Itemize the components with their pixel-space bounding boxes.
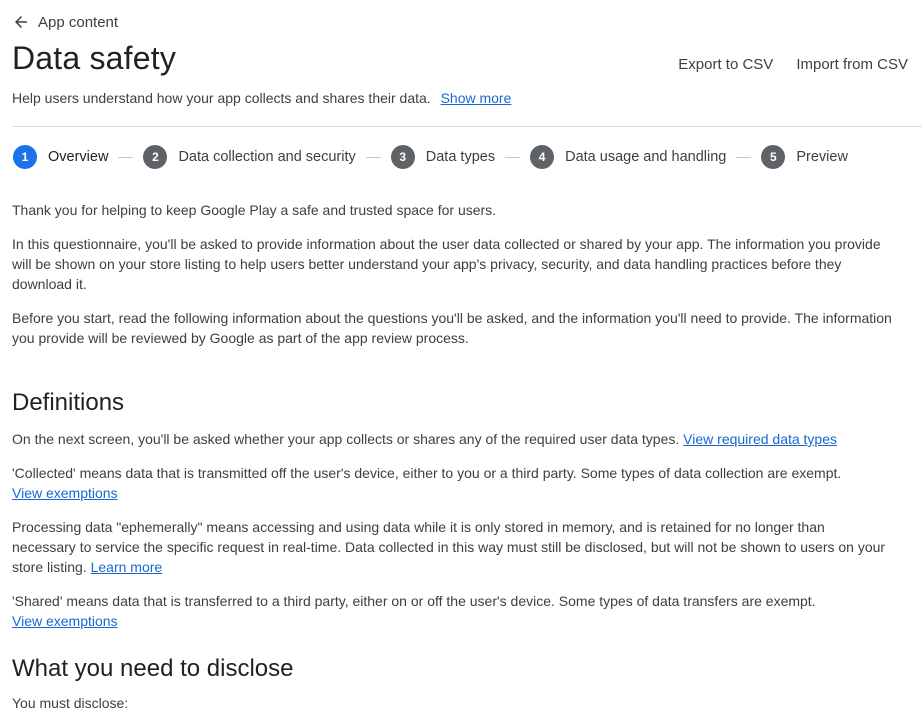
definition-paragraph <box>12 517 892 577</box>
step-data-types[interactable] <box>391 145 495 169</box>
step-data-collection-and-security[interactable] <box>143 145 355 169</box>
step-label: Data types <box>425 149 496 165</box>
definition-text: 'Shared' means data that is transferred to a third party, either on or off the user's device. Some types of data transfers are exempt. <box>12 593 816 609</box>
definition-text: Processing data "ephemerally" means accessing and using data while it is only stored in memory, and is retained for no longer than necessary to service the specific request in real-time. Data collected in this way must still be disclosed, but will not be shown to users on your store listing. <box>12 519 886 575</box>
step-label: Preview <box>796 149 848 165</box>
step-connector <box>505 157 520 158</box>
intro-paragraph: Thank you for helping to keep Google Play a safe and trusted space for users. <box>12 202 497 218</box>
intro-paragraph: Before you start, read the following information about the questions you'll be asked, and the information you'll need to provide. The information you provide will be reviewed by Google as part of the app review process. <box>12 310 892 346</box>
definition-text: 'Collected' means data that is transmitted off the user's device, either to you or a third party. Some types of data collection are exempt. <box>12 465 842 481</box>
stepper <box>13 145 848 169</box>
export-csv-button[interactable]: Export to CSV <box>678 56 774 73</box>
step-overview[interactable] <box>13 145 108 169</box>
disclose-paragraph: You must disclose: <box>12 695 129 711</box>
step-connector <box>736 157 751 158</box>
definitions-heading: Definitions <box>12 389 125 416</box>
step-number: 4 <box>530 145 554 169</box>
step-number: 5 <box>761 145 785 169</box>
disclose-heading: What you need to disclose <box>12 655 294 682</box>
learn-more-link[interactable]: Learn more <box>90 559 163 575</box>
step-label: Data collection and security <box>178 149 356 165</box>
main-content <box>12 200 892 713</box>
definition-paragraph <box>12 591 892 631</box>
import-csv-button[interactable]: Import from CSV <box>796 56 908 73</box>
step-number: 1 <box>13 145 37 169</box>
definition-paragraph <box>12 463 892 503</box>
subtitle-text: Help users understand how your app collects and shares their data. <box>12 90 431 106</box>
definition-text: On the next screen, you'll be asked whether your app collects or shares any of the required user data types. <box>12 431 680 447</box>
header-actions <box>678 56 908 73</box>
step-label: Overview <box>48 149 109 165</box>
view-exemptions-link[interactable]: View exemptions <box>12 613 118 629</box>
back-label: App content <box>38 13 119 31</box>
page-subtitle <box>12 90 511 106</box>
view-required-data-types-link[interactable]: View required data types <box>683 431 838 447</box>
step-connector <box>366 157 381 158</box>
view-exemptions-link[interactable]: View exemptions <box>12 485 118 501</box>
header-divider <box>12 126 922 127</box>
intro-paragraph: In this questionnaire, you'll be asked to provide information about the user data collected or shared by your app. The information you provide will be shown on your store listing to help users better understand your app's privacy, security, and data handling practices before they download it. <box>12 236 881 292</box>
step-number: 3 <box>391 145 415 169</box>
step-label: Data usage and handling <box>565 149 727 165</box>
step-preview[interactable] <box>761 145 848 169</box>
show-more-link[interactable]: Show more <box>440 90 512 106</box>
back-button[interactable] <box>12 13 118 31</box>
step-number: 2 <box>143 145 167 169</box>
definition-paragraph <box>12 429 892 449</box>
page-title: Data safety <box>12 40 177 76</box>
step-connector <box>118 157 133 158</box>
arrow-back-icon <box>12 13 30 31</box>
step-data-usage-and-handling[interactable] <box>530 145 726 169</box>
